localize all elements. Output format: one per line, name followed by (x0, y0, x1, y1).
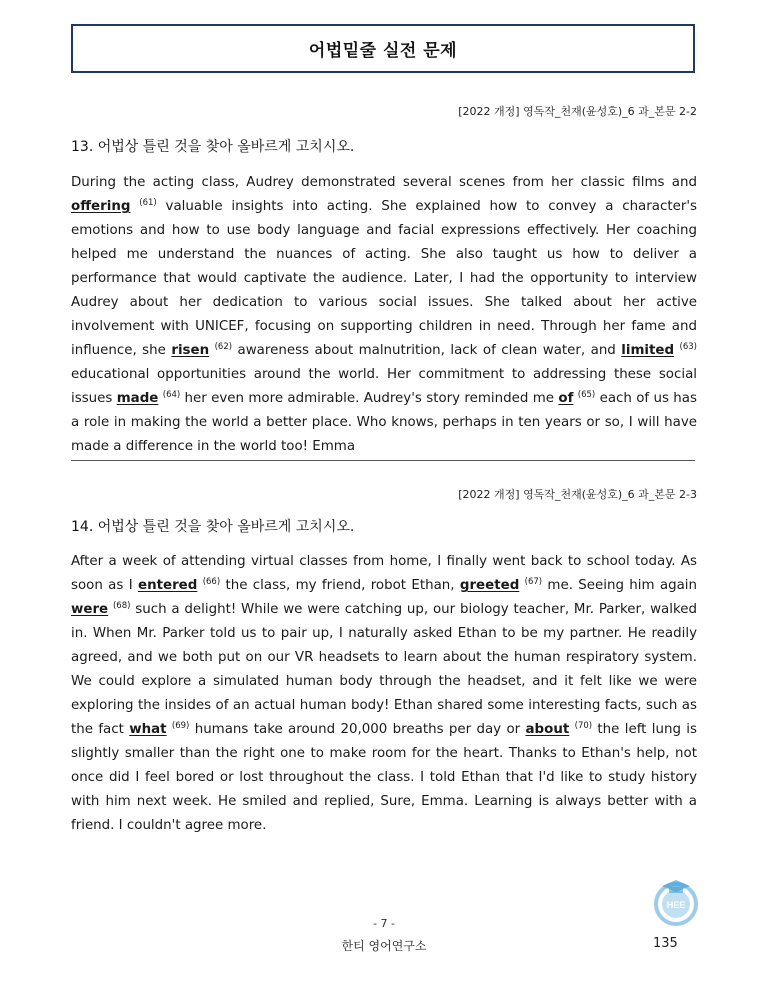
item-number-62: (62) (214, 342, 233, 352)
passage-text: each of us has a role in making the world a better place. Who knows, perhaps in ten years or so, I will have made a difference in the world too! Emma (71, 391, 697, 454)
item-number-69: (69) (171, 721, 190, 731)
page-number: - 7 - (373, 917, 395, 930)
footer-org: 한티 영어연구소 (341, 939, 427, 953)
source-label-14: [2022 개정] 영독작_천재(윤성호)_6 과_본문 2-3 (458, 488, 697, 501)
passage-text: such a delight! While we were catching up, our biology teacher, Mr. Parker, walked in. When Mr. Parker told us to pair up, I naturally asked Ethan to be my partner. He readily agreed, and we both put on our VR headsets to learn about the human respiratory system. We could explore a simulated human body through the headset, and it felt like we were exploring the insides of an actual human body! Ethan shared some interesting facts, such as the fact (71, 602, 697, 737)
underlined-word-69: what (129, 722, 167, 737)
underlined-word-63: limited (621, 343, 675, 358)
logo-text: HEE (666, 900, 686, 910)
question-13: 13. 어법상 틀린 것을 찾아 올바르게 고치시오. (71, 139, 355, 155)
passage-text: During the acting class, Audrey demonstrated several scenes from her classic films and (71, 175, 697, 190)
underlined-word-61: offering (71, 199, 131, 214)
item-number-68: (68) (112, 601, 131, 611)
passage-text: the left lung is slightly smaller than the right one to make room for the heart. Thanks to Ethan's help, not once did I feel bored or lost throughout the class. I told Ethan that I'd like to study history with him next week. He smiled and replied, Sure, Emma. Learning is always better with a friend. I couldn't agree more. (71, 722, 698, 833)
underlined-word-68: were (71, 602, 109, 617)
passage-text: educational opportunities around the world. Her commitment to addressing these social issues (71, 367, 697, 406)
item-number-70: (70) (574, 721, 593, 731)
page-title-box (71, 24, 695, 73)
passage-text: humans take around 20,000 breaths per day or (189, 722, 526, 737)
underlined-word-64: made (116, 391, 159, 406)
passage-14 (71, 550, 697, 838)
passage-text: the class, my friend, robot Ethan, (220, 578, 460, 593)
passage-text: awareness about malnutrition, lack of clean water, and (232, 343, 622, 358)
passage-text: her even more admirable. Audrey's story reminded me (180, 391, 559, 406)
item-number-61: (61) (139, 198, 157, 208)
underlined-word-65: of (558, 391, 574, 406)
passage-text: After a week of attending virtual classes from home, I finally went back to school today. As soon as I (71, 554, 697, 593)
item-number-67: (67) (524, 577, 543, 587)
passage-text: valuable insights into acting. She explained how to convey a character's emotions and how to use body language and facial expressions effectively. Her coaching helped me understand the nuances of acting. She also taught us how to deliver a performance that would captivate the audience. Later, I had the opportunity to interview Audrey about her dedication to various social issues. She talked about her active involvement with UNICEF, focusing on supporting children in need. Through her fame and influence, she (71, 199, 697, 358)
page-title: 어법밑줄 실전 문제 (308, 41, 458, 61)
underlined-word-66: entered (137, 578, 198, 593)
underlined-word-62: risen (171, 343, 210, 358)
item-number-64: (64) (162, 390, 181, 400)
question-14: 14. 어법상 틀린 것을 찾아 올바르게 고치시오. (71, 519, 355, 535)
item-number-65: (65) (577, 390, 596, 400)
source-label-13: [2022 개정] 영독작_천재(윤성호)_6 과_본문 2-2 (458, 105, 697, 118)
passage-13 (71, 171, 697, 459)
footer-count: 135 (653, 936, 678, 951)
underlined-word-70: about (525, 722, 570, 737)
section-divider (71, 460, 695, 461)
item-number-66: (66) (202, 577, 221, 587)
passage-text: me. Seeing him again (542, 578, 698, 593)
underlined-word-67: greeted (459, 578, 520, 593)
item-number-63: (63) (679, 342, 697, 352)
